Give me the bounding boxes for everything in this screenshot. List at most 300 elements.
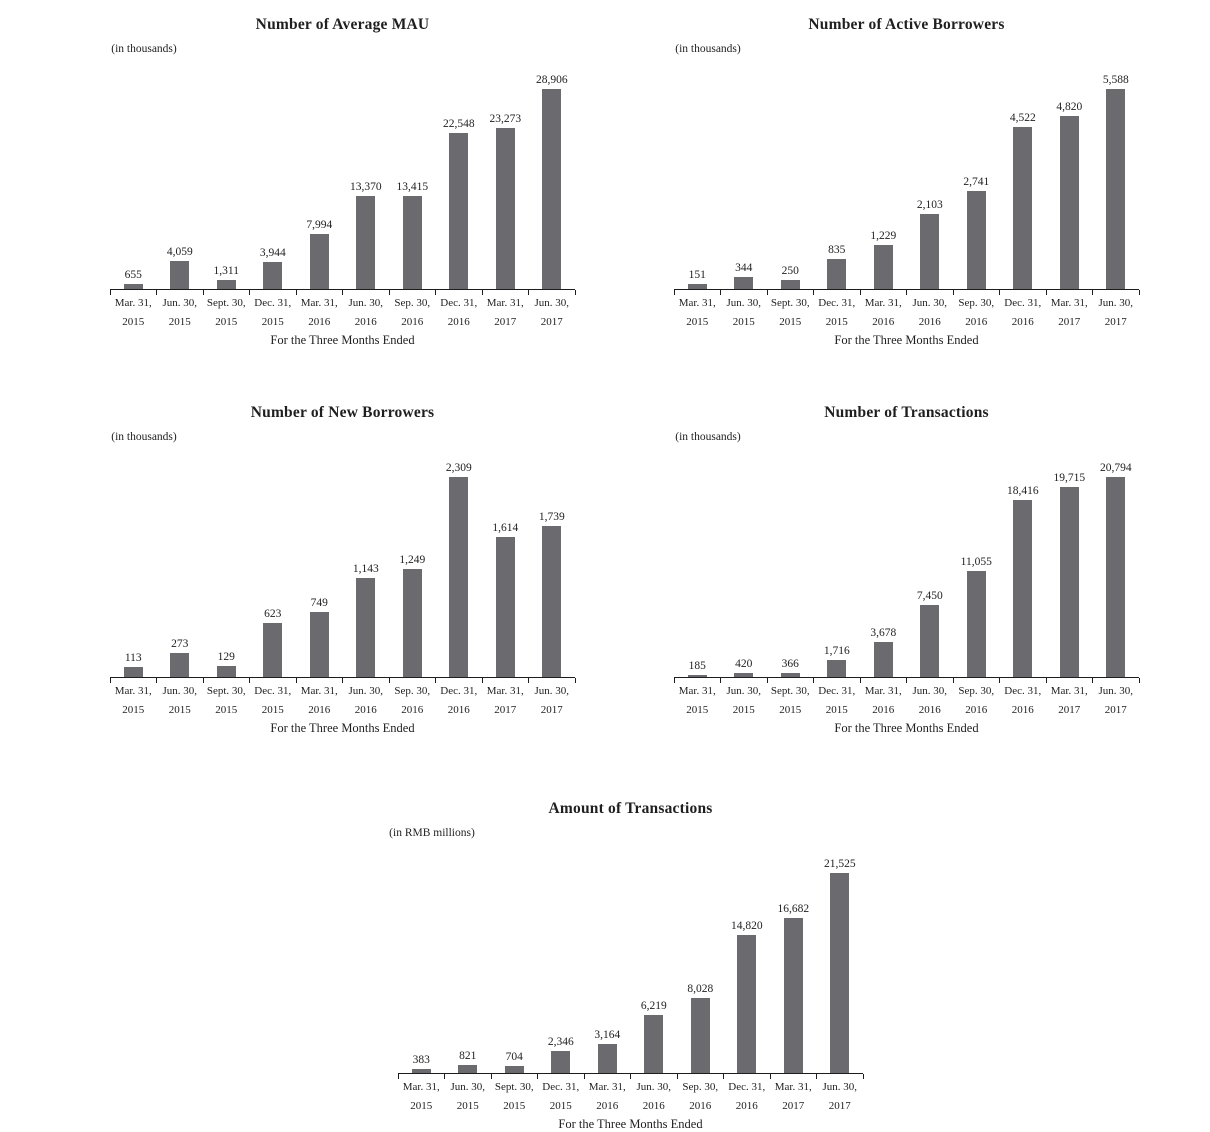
plot-area — [674, 74, 1139, 290]
x-category-line-1: Mar. 31, — [114, 685, 152, 697]
bar-column — [817, 858, 864, 1073]
x-category-label — [538, 1074, 585, 1116]
bar-column — [1046, 472, 1093, 677]
bar-value-label: 21,525 — [823, 858, 856, 870]
x-tick — [435, 290, 436, 295]
x-category-line-1: Jun. 30, — [726, 685, 762, 697]
x-tick — [723, 1074, 724, 1079]
bar-value-label: 1,229 — [870, 230, 897, 242]
x-category-line-1: Sep. 30, — [394, 685, 431, 697]
bar — [691, 998, 710, 1073]
x-category-line-2: 2016 — [872, 704, 895, 716]
x-category-line-2: 2016 — [872, 316, 895, 328]
bar — [124, 284, 143, 289]
chart-title: Number of Transactions — [824, 404, 989, 421]
x-category-line-1: Jun. 30, — [912, 685, 948, 697]
x-category-line-1: Mar. 31, — [864, 297, 902, 309]
bar-column — [814, 645, 861, 677]
bar — [356, 578, 375, 677]
x-category-line-2: 2015 — [503, 1100, 526, 1112]
x-tick — [720, 290, 721, 295]
bar-value-label: 4,059 — [166, 246, 193, 258]
bar-column — [584, 1029, 631, 1073]
bar-column — [1000, 485, 1047, 677]
x-category-line-1: Dec. 31, — [818, 685, 856, 697]
x-category-line-2: 2016 — [965, 704, 988, 716]
bar — [449, 477, 468, 677]
x-tick — [444, 1074, 445, 1079]
x-category-line-1: Mar. 31, — [402, 1081, 440, 1093]
bar-value-label: 835 — [828, 244, 846, 256]
bar-value-label: 1,143 — [352, 563, 379, 575]
x-tick — [528, 290, 529, 295]
bar-column — [724, 920, 771, 1073]
x-category-line-2: 2015 — [825, 704, 848, 716]
y-axis-unit-label — [658, 428, 758, 446]
bar — [737, 935, 756, 1073]
y-axis-unit-line: RMB millions) — [404, 827, 475, 839]
x-category-line-2: 2017 — [540, 704, 563, 716]
x-category-line-1: Mar. 31, — [1050, 685, 1088, 697]
bar — [644, 1015, 663, 1073]
x-category-line-2: 2016 — [308, 704, 331, 716]
x-tick — [677, 1074, 678, 1079]
bar-value-label: 13,370 — [349, 181, 382, 193]
y-axis-unit-line: (in — [675, 43, 689, 55]
bar-value-label: 420 — [735, 658, 753, 670]
x-category-label — [529, 678, 576, 720]
x-category-line-1: Sept. 30, — [770, 685, 810, 697]
x-category-line-2: 2016 — [689, 1100, 712, 1112]
bar-column — [1093, 462, 1140, 677]
x-category-line-2: 2016 — [1011, 316, 1034, 328]
x-tick — [674, 290, 675, 295]
bar-column — [436, 462, 483, 677]
x-category-line-1: Jun. 30, — [534, 685, 570, 697]
bar-value-label: 6,219 — [640, 1000, 667, 1012]
bar — [781, 673, 800, 677]
bar-value-label: 23,273 — [489, 113, 522, 125]
bar — [356, 196, 375, 289]
y-axis-unit-label — [382, 824, 482, 842]
x-axis — [110, 678, 575, 720]
bar — [505, 1066, 524, 1073]
x-tick — [720, 678, 721, 683]
x-category-line-2: 2017 — [494, 316, 517, 328]
bar-column — [203, 651, 250, 677]
bar — [598, 1044, 617, 1073]
bar-column — [389, 181, 436, 289]
x-category-line-2: 2016 — [354, 704, 377, 716]
x-category-line-1: Sept. 30, — [770, 297, 810, 309]
bar-column — [250, 608, 297, 677]
bar-value-label: 113 — [124, 652, 142, 664]
bar — [1060, 487, 1079, 677]
x-tick — [767, 290, 768, 295]
bar — [551, 1051, 570, 1073]
x-category-line-1: Dec. 31, — [728, 1081, 766, 1093]
bar-value-label: 5,588 — [1102, 74, 1129, 86]
x-tick — [398, 1074, 399, 1079]
chart-number-of-transactions — [674, 404, 1139, 736]
x-axis-title: For the Three Months Ended — [270, 721, 415, 735]
bar — [781, 280, 800, 289]
x-category-line-2: 2017 — [782, 1100, 805, 1112]
bar-value-label: 2,741 — [963, 176, 990, 188]
bar-value-label: 1,249 — [399, 554, 426, 566]
x-tick — [863, 1074, 864, 1079]
x-category-label — [482, 678, 529, 720]
x-category-line-1: Sept. 30, — [494, 1081, 534, 1093]
x-axis-title: For the Three Months Ended — [558, 1117, 703, 1131]
x-category-label — [157, 678, 204, 720]
bar — [688, 284, 707, 289]
bar-column — [250, 247, 297, 289]
bar-column — [767, 658, 814, 677]
x-category-label — [953, 290, 1000, 332]
bar-column — [296, 597, 343, 677]
bar-column — [674, 269, 721, 289]
x-category-line-1: Jun. 30, — [450, 1081, 486, 1093]
x-tick — [860, 678, 861, 683]
bar — [1106, 89, 1125, 289]
bar-column — [482, 522, 529, 677]
x-category-label — [721, 290, 768, 332]
bar-value-label: 13,415 — [396, 181, 429, 193]
x-category-label — [398, 1074, 445, 1116]
x-category-label — [157, 290, 204, 332]
bar — [403, 196, 422, 289]
x-category-line-1: Dec. 31, — [254, 685, 292, 697]
x-category-line-1: Jun. 30, — [162, 685, 198, 697]
x-category-label — [445, 1074, 492, 1116]
bar — [542, 89, 561, 289]
bar-value-label: 655 — [124, 269, 142, 281]
x-tick — [156, 678, 157, 683]
x-category-line-2: 2016 — [596, 1100, 619, 1112]
x-category-label — [1093, 290, 1140, 332]
x-category-line-1: Dec. 31, — [1004, 297, 1042, 309]
x-category-label — [814, 290, 861, 332]
x-axis — [674, 290, 1139, 332]
x-category-line-2: 2016 — [1011, 704, 1034, 716]
x-tick — [342, 290, 343, 295]
x-tick — [813, 290, 814, 295]
x-category-line-1: Jun. 30, — [1098, 297, 1134, 309]
bar-value-label: 1,716 — [823, 645, 850, 657]
x-tick — [389, 678, 390, 683]
bar — [217, 280, 236, 289]
bar — [1013, 127, 1032, 289]
x-category-line-1: Dec. 31, — [818, 297, 856, 309]
x-tick — [953, 290, 954, 295]
bar-column — [907, 590, 954, 677]
bar-column — [814, 244, 861, 289]
bar — [217, 666, 236, 677]
bar — [496, 537, 515, 677]
bar-column — [907, 199, 954, 289]
x-category-line-2: 2015 — [215, 704, 238, 716]
plot-area — [398, 858, 863, 1074]
bar-column — [953, 556, 1000, 677]
x-category-line-2: 2017 — [828, 1100, 851, 1112]
x-category-line-1: Dec. 31, — [1004, 685, 1042, 697]
x-category-line-2: 2015 — [779, 316, 802, 328]
x-tick — [1046, 678, 1047, 683]
x-tick — [1046, 290, 1047, 295]
bar — [827, 259, 846, 289]
x-tick — [203, 290, 204, 295]
x-category-line-1: Mar. 31, — [300, 685, 338, 697]
x-category-label — [1093, 678, 1140, 720]
x-category-line-2: 2015 — [779, 704, 802, 716]
x-tick — [674, 678, 675, 683]
bar-column — [157, 638, 204, 677]
x-tick — [249, 290, 250, 295]
bar-value-label: 16,682 — [777, 903, 810, 915]
bar — [734, 277, 753, 289]
x-tick — [342, 678, 343, 683]
x-category-line-1: Dec. 31, — [440, 685, 478, 697]
bar-column — [770, 903, 817, 1073]
y-axis-unit-label — [94, 40, 194, 58]
bar-value-label: 14,820 — [730, 920, 763, 932]
bar — [784, 918, 803, 1073]
x-category-line-2: 2016 — [965, 316, 988, 328]
bar-value-label: 3,678 — [870, 627, 897, 639]
bar-column — [157, 246, 204, 289]
chart-title: Number of New Borrowers — [250, 404, 435, 421]
x-category-label — [491, 1074, 538, 1116]
x-category-label — [860, 678, 907, 720]
bar-column — [721, 262, 768, 289]
y-axis-unit-line: (in — [111, 43, 125, 55]
x-category-line-2: 2017 — [494, 704, 517, 716]
x-category-line-2: 2016 — [401, 704, 424, 716]
x-category-line-2: 2015 — [122, 316, 145, 328]
x-category-line-1: Jun. 30, — [348, 297, 384, 309]
chart-number-of-average-mau — [110, 16, 575, 348]
bar-column — [1046, 101, 1093, 289]
chart-title: Number of Average MAU — [255, 16, 430, 33]
x-category-label — [631, 1074, 678, 1116]
x-category-line-2: 2016 — [447, 316, 470, 328]
x-tick — [813, 678, 814, 683]
bar — [967, 571, 986, 677]
x-axis-title: For the Three Months Ended — [834, 333, 979, 347]
y-axis-unit-line: thousands) — [126, 431, 177, 443]
bar-value-label: 273 — [171, 638, 189, 650]
bar — [874, 642, 893, 677]
bar-value-label: 3,164 — [594, 1029, 621, 1041]
x-category-line-1: Sep. 30, — [958, 297, 995, 309]
x-tick — [816, 1074, 817, 1079]
bar-value-label: 18,416 — [1006, 485, 1039, 497]
x-tick — [906, 290, 907, 295]
x-category-line-2: 2017 — [1104, 704, 1127, 716]
x-category-line-1: Dec. 31, — [254, 297, 292, 309]
bar — [403, 569, 422, 677]
bar-value-label: 7,994 — [306, 219, 333, 231]
x-category-label — [110, 290, 157, 332]
bar-column — [482, 113, 529, 289]
x-category-line-2: 2015 — [410, 1100, 433, 1112]
x-category-label — [250, 678, 297, 720]
x-tick — [203, 678, 204, 683]
x-category-label — [343, 290, 390, 332]
bar-column — [721, 658, 768, 677]
x-category-label — [1000, 290, 1047, 332]
bar-column — [767, 265, 814, 289]
bar — [688, 675, 707, 677]
bar — [827, 660, 846, 677]
x-category-label — [1046, 678, 1093, 720]
x-category-label — [296, 290, 343, 332]
bar-value-label: 383 — [412, 1054, 430, 1066]
x-category-label — [767, 290, 814, 332]
x-category-line-1: Jun. 30, — [822, 1081, 858, 1093]
x-tick — [482, 678, 483, 683]
bar-column — [1093, 74, 1140, 289]
bar-value-label: 4,820 — [1056, 101, 1083, 113]
x-category-label — [1000, 678, 1047, 720]
bar-value-label: 22,548 — [442, 118, 475, 130]
bar — [263, 262, 282, 289]
x-category-label — [817, 1074, 864, 1116]
x-category-label — [953, 678, 1000, 720]
x-category-label — [436, 678, 483, 720]
x-tick — [110, 290, 111, 295]
x-category-line-2: 2016 — [735, 1100, 758, 1112]
x-category-line-1: Jun. 30, — [912, 297, 948, 309]
x-category-label — [296, 678, 343, 720]
x-category-line-2: 2015 — [686, 316, 709, 328]
bar-column — [538, 1036, 585, 1073]
bar-column — [674, 660, 721, 677]
bar-value-label: 3,944 — [259, 247, 286, 259]
x-category-line-1: Sep. 30, — [682, 1081, 719, 1093]
x-category-line-2: 2015 — [168, 316, 191, 328]
bar-column — [389, 554, 436, 677]
x-axis-title: For the Three Months Ended — [270, 333, 415, 347]
bar-column — [445, 1050, 492, 1073]
x-category-line-1: Mar. 31, — [588, 1081, 626, 1093]
x-category-label — [529, 290, 576, 332]
x-category-line-1: Mar. 31, — [1050, 297, 1088, 309]
x-tick — [296, 678, 297, 683]
x-category-label — [674, 678, 721, 720]
x-tick — [296, 290, 297, 295]
x-category-label — [110, 678, 157, 720]
x-category-line-2: 2016 — [447, 704, 470, 716]
x-category-line-2: 2015 — [261, 704, 284, 716]
x-category-line-2: 2015 — [732, 316, 755, 328]
x-category-line-1: Sept. 30, — [206, 685, 246, 697]
chart-title: Amount of Transactions — [548, 800, 713, 817]
bar-value-label: 20,794 — [1099, 462, 1132, 474]
bar-value-label: 8,028 — [687, 983, 714, 995]
bar-column — [953, 176, 1000, 289]
bar — [412, 1069, 431, 1073]
bar-value-label: 704 — [505, 1051, 523, 1063]
x-category-label — [250, 290, 297, 332]
chart-amount-of-transactions — [389, 800, 863, 1132]
bar-value-label: 185 — [688, 660, 706, 672]
bar-column — [677, 983, 724, 1073]
bar-value-label: 1,739 — [538, 511, 565, 523]
bar-value-label: 19,715 — [1053, 472, 1086, 484]
bar-value-label: 11,055 — [960, 556, 992, 568]
x-category-label — [203, 678, 250, 720]
x-axis-title: For the Three Months Ended — [834, 721, 979, 735]
bar — [458, 1065, 477, 1073]
bar-column — [110, 652, 157, 677]
bar — [496, 128, 515, 289]
x-axis — [110, 290, 575, 332]
bar — [310, 612, 329, 677]
bar — [874, 245, 893, 289]
bar-value-label: 1,614 — [492, 522, 519, 534]
x-category-line-1: Dec. 31, — [542, 1081, 580, 1093]
bar-value-label: 2,103 — [916, 199, 943, 211]
x-category-label — [907, 678, 954, 720]
bar-column — [631, 1000, 678, 1073]
bar-column — [529, 511, 576, 677]
bar-column — [1000, 112, 1047, 289]
chart-title: Number of Active Borrowers — [808, 16, 1005, 33]
x-category-label — [860, 290, 907, 332]
x-tick — [575, 290, 576, 295]
x-tick — [1139, 290, 1140, 295]
x-category-line-1: Jun. 30, — [348, 685, 384, 697]
bar — [1106, 477, 1125, 677]
x-tick — [953, 678, 954, 683]
plot-area — [674, 462, 1139, 678]
x-tick — [906, 678, 907, 683]
x-tick — [1139, 678, 1140, 683]
x-category-line-2: 2015 — [261, 316, 284, 328]
bar — [830, 873, 849, 1073]
x-category-line-1: Jun. 30, — [1098, 685, 1134, 697]
x-category-line-2: 2017 — [540, 316, 563, 328]
bar-column — [398, 1054, 445, 1073]
x-category-label — [203, 290, 250, 332]
y-axis-unit-label — [658, 40, 758, 58]
bar — [1060, 116, 1079, 289]
x-tick — [770, 1074, 771, 1079]
x-category-label — [724, 1074, 771, 1116]
bar-value-label: 366 — [781, 658, 799, 670]
x-category-line-2: 2015 — [168, 704, 191, 716]
x-category-label — [674, 290, 721, 332]
x-tick — [156, 290, 157, 295]
y-axis-unit-line: (in — [675, 431, 689, 443]
y-axis-unit-line: thousands) — [690, 431, 741, 443]
x-tick — [249, 678, 250, 683]
x-tick — [1092, 290, 1093, 295]
bar-value-label: 7,450 — [916, 590, 943, 602]
bar-column — [860, 627, 907, 677]
bar-value-label: 28,906 — [535, 74, 568, 86]
x-category-line-2: 2015 — [215, 316, 238, 328]
x-tick — [528, 678, 529, 683]
x-category-label — [1046, 290, 1093, 332]
x-tick — [482, 290, 483, 295]
x-category-line-2: 2017 — [1058, 704, 1081, 716]
x-category-line-2: 2017 — [1104, 316, 1127, 328]
bar-value-label: 821 — [459, 1050, 477, 1062]
bar-value-label: 2,346 — [547, 1036, 574, 1048]
